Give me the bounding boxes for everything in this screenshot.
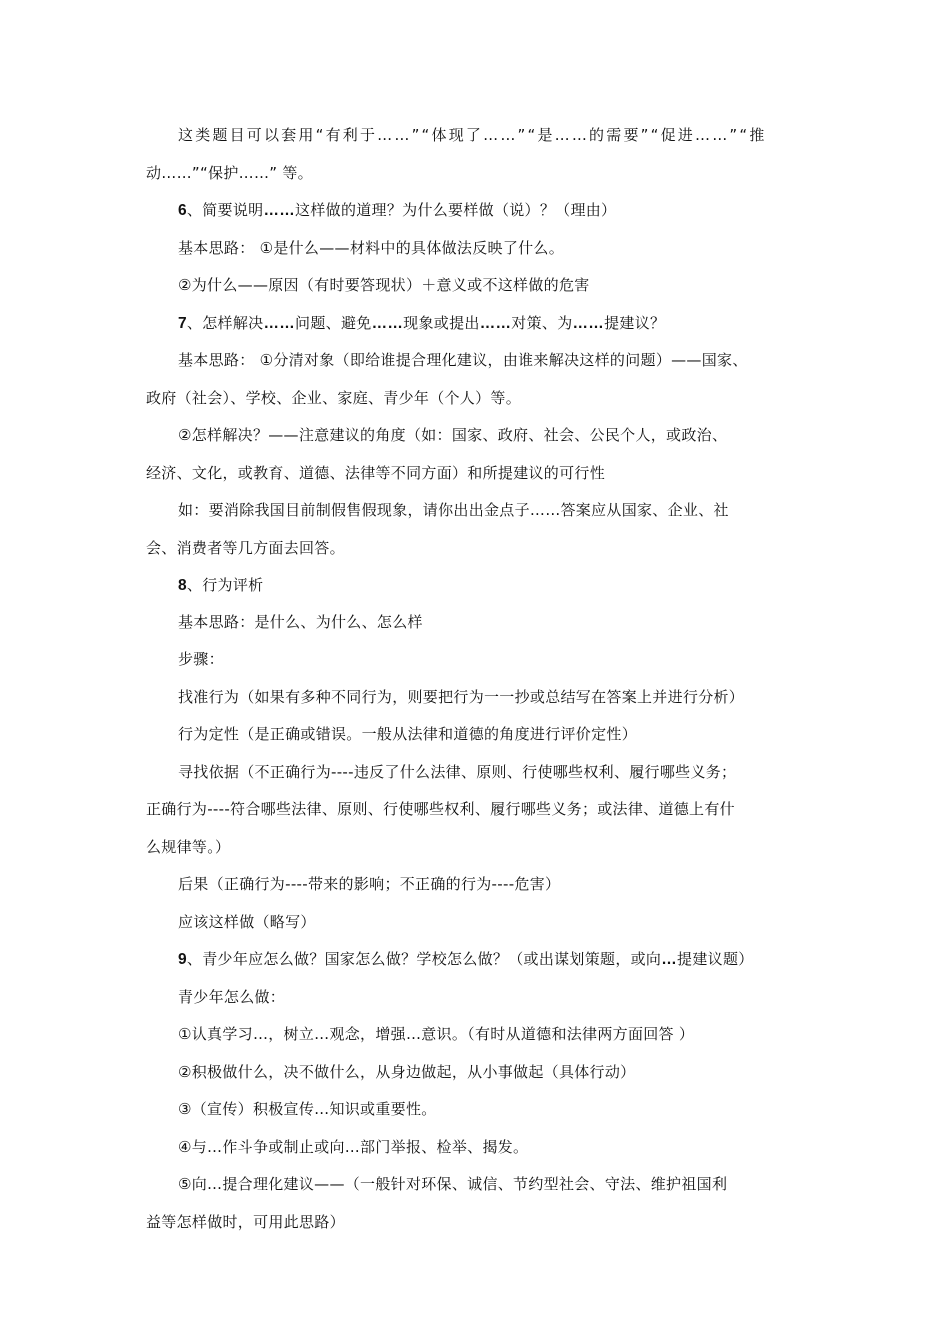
paragraph-line: 政府（社会）、学校、企业、家庭、青少年（个人）等。: [146, 389, 522, 407]
section-heading-7: 7、怎样解决……问题、避免……现象或提出……对策、为……提建议？: [178, 314, 666, 332]
paragraph-line: 动……”“保护……” 等。: [146, 164, 313, 182]
paragraph-line: ③（宣传）积极宣传…知识或重要性。: [178, 1100, 437, 1118]
paragraph-line: 正确行为----符合哪些法律、原则、行使哪些权利、履行哪些义务；或法律、道德上有什: [146, 800, 735, 818]
paragraph-line: 如：要消除我国目前制假售假现象，请你出出金点子……答案应从国家、企业、社: [178, 501, 729, 519]
paragraph-line: 基本思路： ①是什么——材料中的具体做法反映了什么。: [178, 239, 565, 257]
paragraph-line: 找准行为（如果有多种不同行为，则要把行为一一抄或总结写在答案上并进行分析）: [178, 688, 745, 706]
section-heading-9: 9、青少年应怎么做？国家怎么做？学校怎么做？（或出谋划策题，或向…提建议题）: [178, 950, 754, 968]
paragraph-line: ②怎样解决？——注意建议的角度（如：国家、政府、社会、公民个人，或政治、: [178, 426, 728, 444]
paragraph-line: 这类题目可以套用“有利于……”“体现了……”“是……的需要”“促进……”“推: [178, 126, 767, 144]
paragraph-line: 基本思路： ①分清对象（即给谁提合理化建议，由谁来解决这样的问题）——国家、: [178, 351, 748, 369]
paragraph-line: 经济、文化，或教育、道德、法律等不同方面）和所提建议的可行性: [146, 464, 606, 482]
paragraph-line: 会、消费者等几方面去回答。: [146, 539, 345, 557]
paragraph-line: ②为什么——原因（有时要答现状）＋意义或不这样做的危害: [178, 276, 590, 294]
paragraph-line: 青少年怎么做：: [178, 988, 286, 1006]
paragraph-line: 益等怎样做时，可用此思路）: [146, 1213, 345, 1231]
paragraph-line: 行为定性（是正确或错误。一般从法律和道德的角度进行评价定性）: [178, 725, 638, 743]
section-heading-8: 8、行为评析: [178, 576, 264, 594]
paragraph-line: ①认真学习…，树立…观念，增强…意识。（有时从道德和法律两方面回答 ）: [178, 1025, 695, 1043]
paragraph-line: 基本思路：是什么、为什么、怎么样: [178, 613, 423, 631]
paragraph-line: 步骤：: [178, 650, 224, 668]
paragraph-line: 应该这样做（略写）: [178, 913, 316, 931]
paragraph-line: ⑤向…提合理化建议——（一般针对环保、诚信、节约型社会、守法、维护祖国利: [178, 1175, 728, 1193]
paragraph-line: 后果（正确行为----带来的影响；不正确的行为----危害）: [178, 875, 561, 893]
paragraph-line: 寻找依据（不正确行为----违反了什么法律、原则、行使哪些权利、履行哪些义务；: [178, 763, 737, 781]
paragraph-line: ④与…作斗争或制止或向…部门举报、检举、揭发。: [178, 1138, 529, 1156]
section-heading-6: 6、简要说明……这样做的道理？为什么要样做（说）？（理由）: [178, 201, 617, 219]
paragraph-line: ②积极做什么，决不做什么，从身边做起，从小事做起（具体行动）: [178, 1063, 636, 1081]
paragraph-line: 么规律等。）: [146, 838, 231, 856]
